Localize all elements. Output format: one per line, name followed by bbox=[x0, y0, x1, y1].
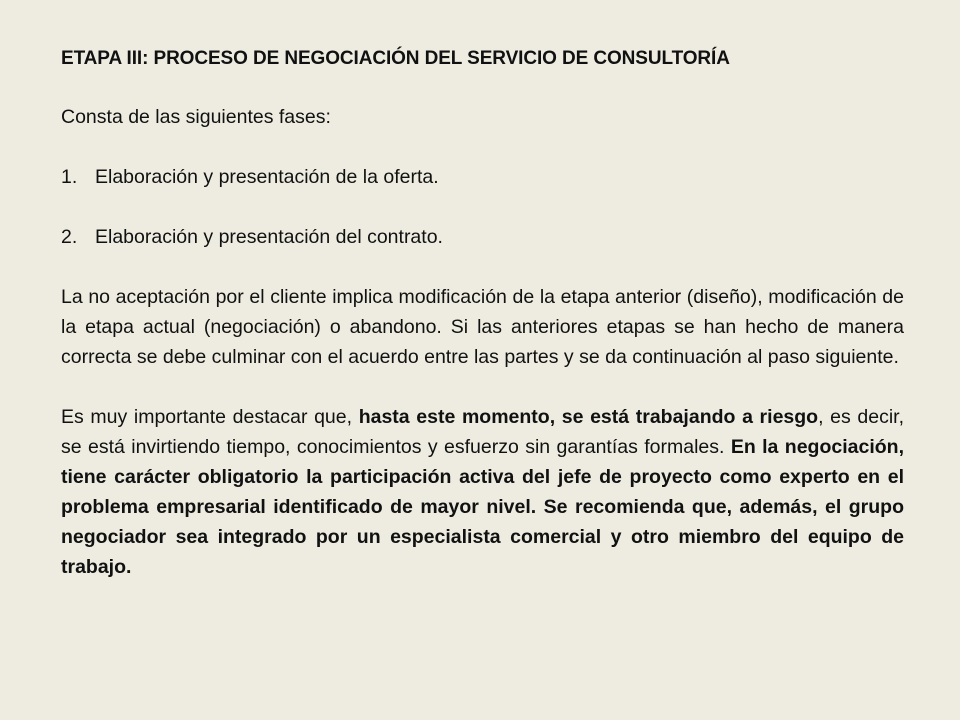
paragraph-risk-bold-1: hasta este momento, se está trabajando a riesgo bbox=[358, 406, 819, 428]
phase-item-1 bbox=[61, 162, 904, 192]
phase-number: 2. bbox=[61, 226, 78, 248]
phase-item-2 bbox=[61, 222, 904, 252]
paragraph-risk-bold-2: En la negociación, tiene carácter obligatorio la participación activa del jefe de proyecto como experto en el problema empresarial identificado de mayor nivel. Se recomienda que, además, el grupo negociador sea integrado por un especialista comercial y otro miembro del equipo de trabajo. bbox=[61, 436, 904, 578]
phase-text: Elaboración y presentación del contrato. bbox=[95, 226, 443, 248]
paragraph-risk-text-1: Es muy importante destacar que, bbox=[61, 406, 359, 428]
phase-number: 1. bbox=[61, 166, 78, 188]
paragraph-risk bbox=[61, 402, 904, 582]
intro-text: Consta de las siguientes fases: bbox=[61, 106, 331, 128]
paragraph-acceptance: La no aceptación por el cliente implica modificación de la etapa anterior (diseño), modificación de la etapa actual (negociación) o abandono. Si las anteriores etapas se han hecho de manera correcta se debe culminar con el acuerdo entre las partes y se da continuación al paso siguiente. bbox=[61, 286, 904, 368]
paragraph-risk-text-2: , es decir, se está invirtiendo tiempo, conocimientos y esfuerzo sin garantías formales. bbox=[61, 406, 904, 458]
slide-title: ETAPA III: PROCESO DE NEGOCIACIÓN DEL SERVICIO DE CONSULTORÍA bbox=[61, 48, 730, 69]
phase-text: Elaboración y presentación de la oferta. bbox=[95, 166, 439, 188]
